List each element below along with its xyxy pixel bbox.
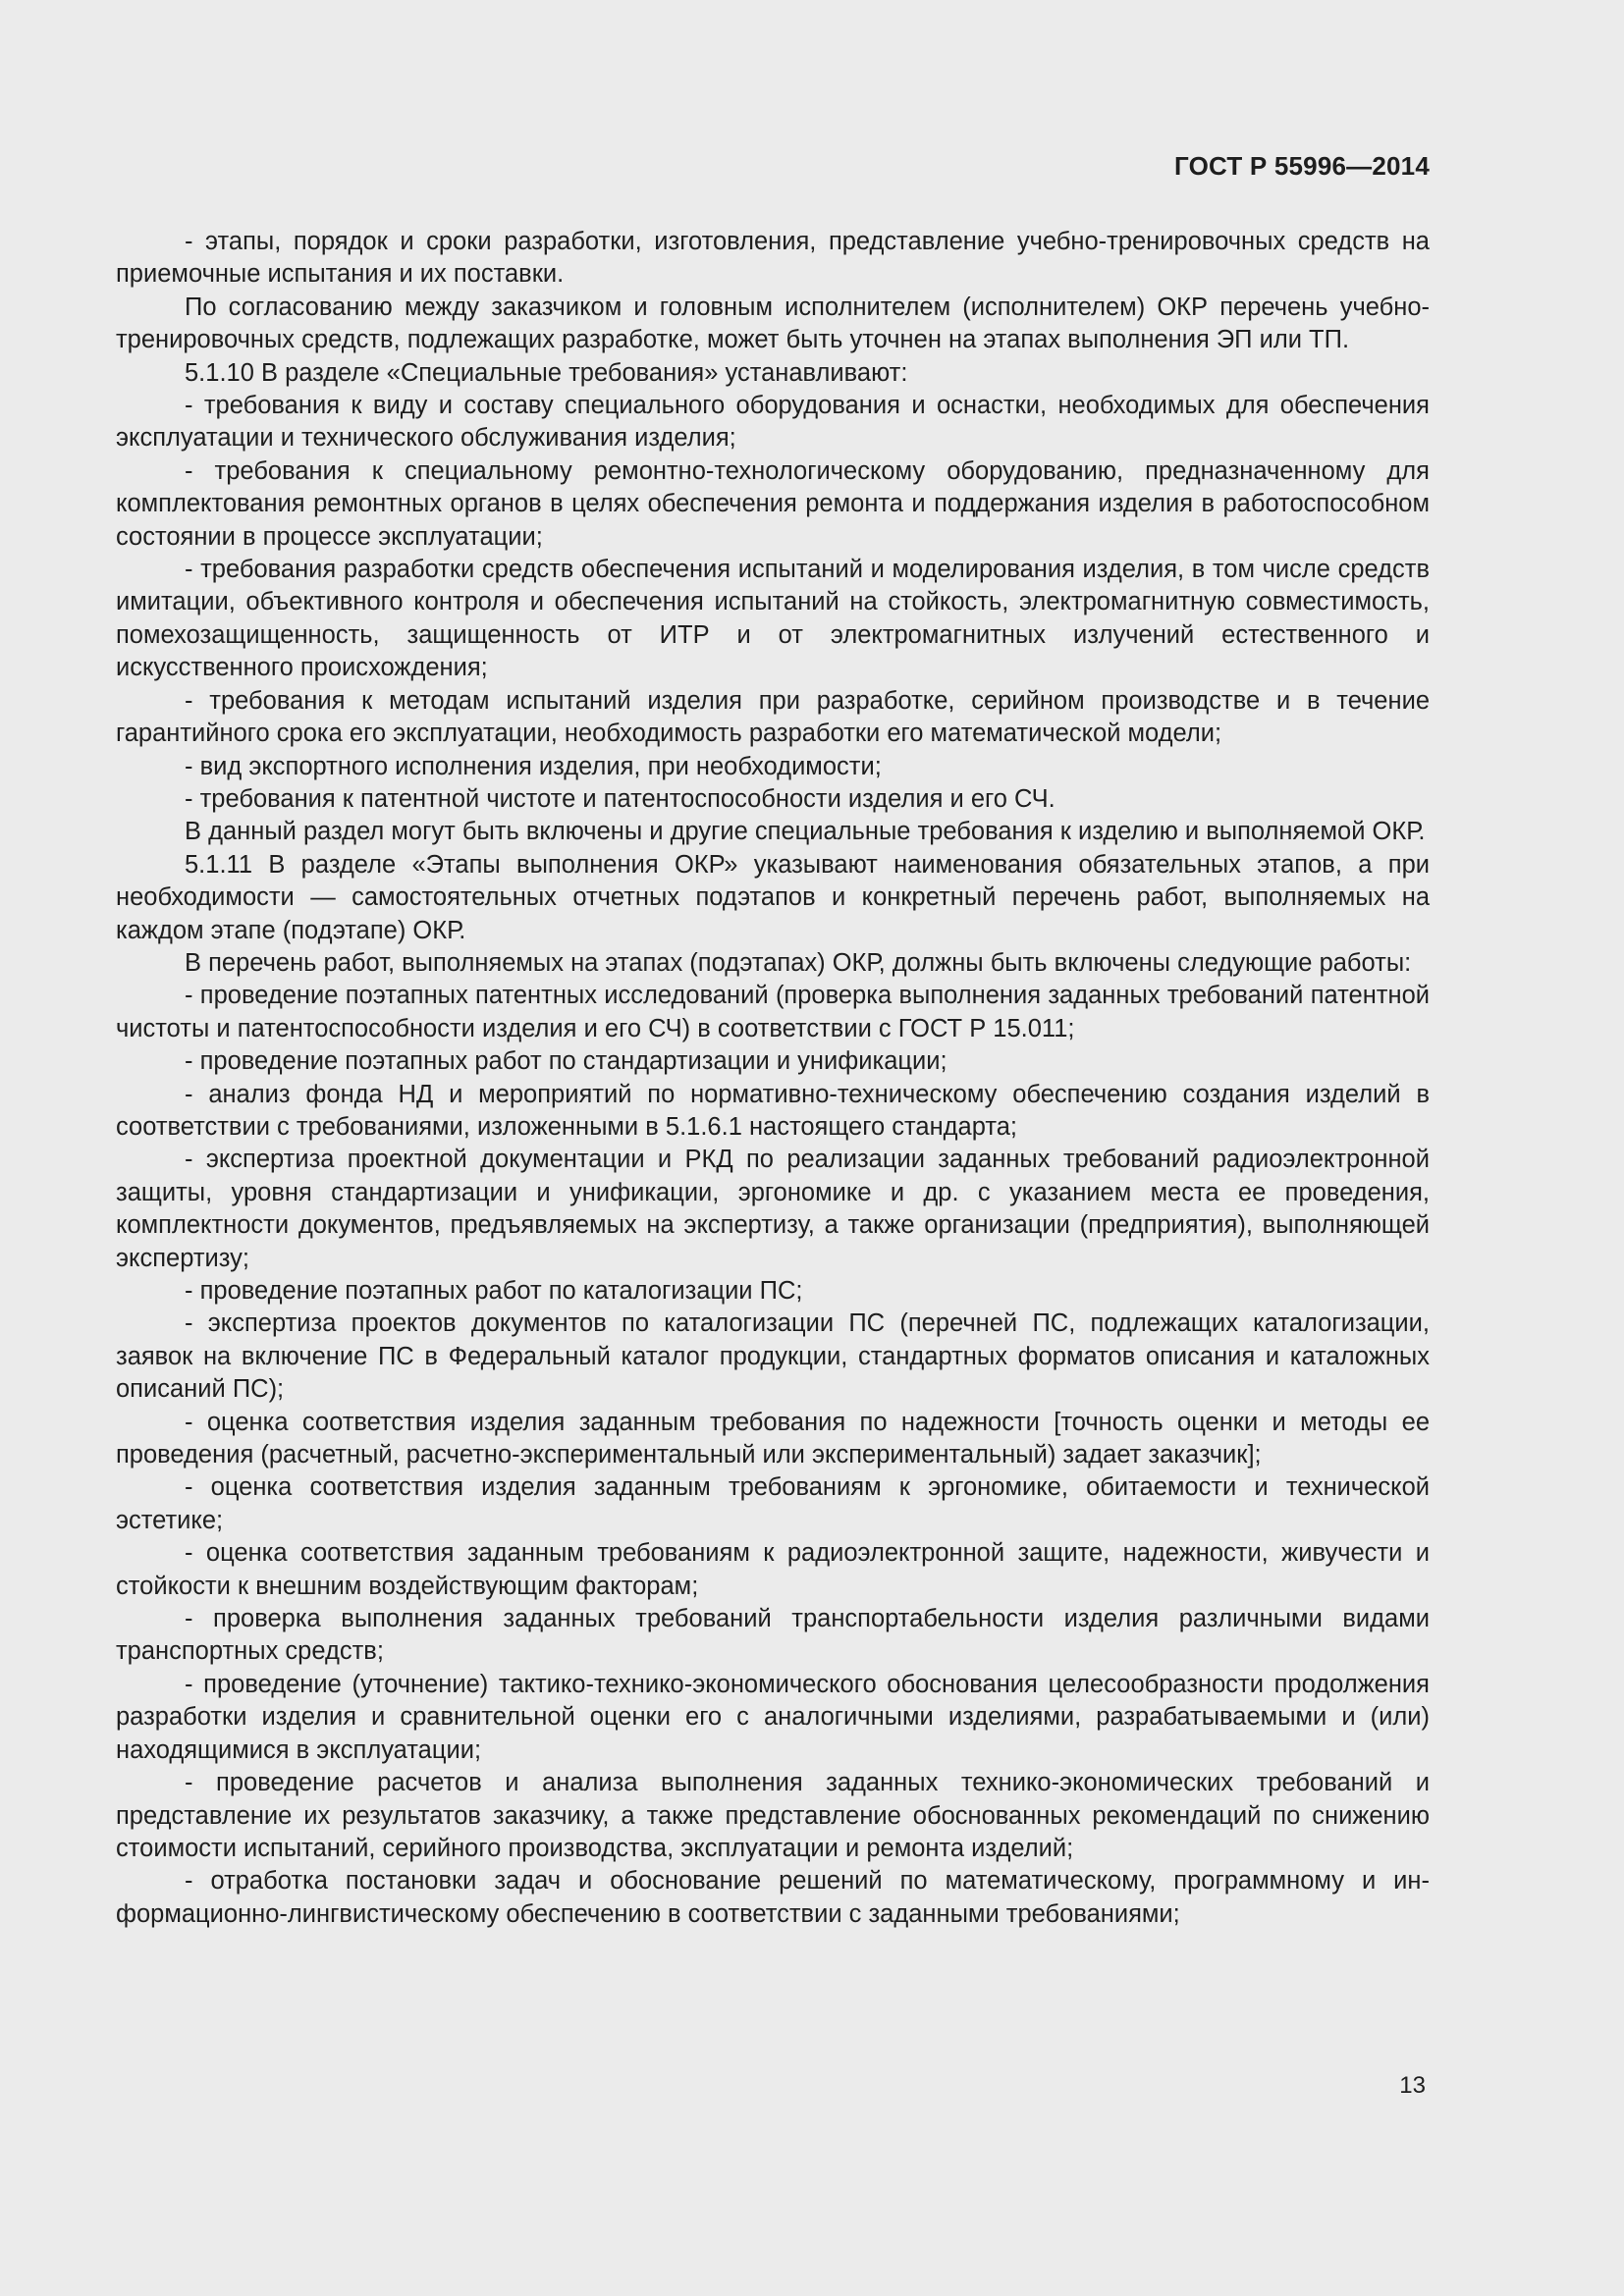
- paragraph: В перечень работ, выполняемых на этапах (подэтапах) ОКР, должны быть включены следующие работы:: [185, 948, 1412, 977]
- list-item: - оценка соответствия изделия заданным требованиям к эргономике, обитаемости и технической эстетике;: [116, 1473, 1430, 1534]
- list-item: - проведение расчетов и анализа выполнения заданных технико-экономических требований и представление их результатов заказчику, а также представление обоснованных рекомендаций по снижению стоимости испытаний, серийного производства, эксплуатации и ремонта изделий;: [116, 1769, 1430, 1862]
- list-item: - экспертиза проектов документов по каталогизации ПС (перечней ПС, подлежащих каталогизации, заявок на включение ПС в Федеральный каталог продукции, стандартных форматов описания и каталожных описаний ПС);: [116, 1309, 1430, 1404]
- list-item: - проведение поэтапных патентных исследований (проверка выполнения заданных требований патентной чистоты и патентоспособности изделия и его СЧ) в соответствии с ГОСТ Р 15.011;: [116, 982, 1430, 1042]
- list-item: - проверка выполнения заданных требований транспортабельности изделия различными видами транспортных средств;: [116, 1605, 1430, 1666]
- section-5-1-10-heading: 5.1.10 В разделе «Специальные требования» устанавливают:: [185, 358, 908, 387]
- paragraph: - этапы, порядок и сроки разработки, изготовления, представление учебно-тренировочных средств на приемочные испытания и их поставки.: [116, 228, 1430, 289]
- list-item: - вид экспортного исполнения изделия, при необходимости;: [185, 752, 882, 780]
- list-item: - отработка постановки задач и обоснование решений по математическому, программному и информационно-лингвистическому обеспечению в соответствии с заданными требованиями;: [116, 1867, 1430, 1928]
- list-item: - требования к специальному ремонтно-технологическому оборудованию, предназначенному для комплектования ремонтных органов в целях обеспечения ремонта и поддержания изделия в работоспособном состоянии в процессе эксплуатации;: [116, 456, 1430, 551]
- list-item: - проведение (уточнение) тактико-технико-экономического обоснования целесообразности продолжения разработки изделия и сравнительной оценки его с аналогичными изделиями, разрабатываемыми и (или) находящимися в эксплуатации;: [116, 1670, 1430, 1764]
- body-text: [116, 226, 1430, 1931]
- list-item: - требования к патентной чистоте и патентоспособности изделия и его СЧ.: [185, 784, 1056, 813]
- standard-id-header: ГОСТ Р 55996—2014: [1174, 151, 1430, 181]
- list-item: - экспертиза проектной документации и РКД по реализации заданных требований радиоэлектронной защиты, уровня стандартизации и унификации, эргономике и др. с указанием места ее проведения, комплектности документов, предъявляемых на экспертизу, а также организации (предприятия), выполняющей экспертизу;: [116, 1146, 1430, 1272]
- list-item: - проведение поэтапных работ по каталогизации ПС;: [185, 1277, 803, 1305]
- list-item: - требования к методам испытаний изделия при разработке, серийном производстве и в течение гарантийного срока его эксплуатации, необходимость разработки его математической модели;: [116, 686, 1430, 748]
- paragraph: В данный раздел могут быть включены и другие специальные требования к изделию и выполняемой ОКР.: [185, 818, 1426, 846]
- list-item: - оценка соответствия изделия заданным требования по надежности [точность оценки и методы ее проведения (расчетный, расчетно-экспериментальный или экспериментальный) задает заказчик];: [116, 1408, 1430, 1469]
- list-item: - требования к виду и составу специального оборудования и оснастки, необходимых для обеспечения эксплуатации и технического обслуживания изделия;: [116, 392, 1430, 453]
- list-item: - требования разработки средств обеспечения испытаний и моделирования изделия, в том числе средств имитации, объективного контроля и обеспечения испытаний на стойкость, электромагнитную совместимость, помехозащищенность, защищенность от ИТР и от электромагнитных излучений естественного и искусственного происхождения;: [116, 556, 1430, 682]
- section-5-1-11-heading: 5.1.11 В разделе «Этапы выполнения ОКР» указывают наименования обязательных этапов, а при необходимости — самостоятельных отчетных подэтапов и конкретный перечень работ, выполняемых на каждом этапе (подэтапе) ОКР.: [116, 850, 1430, 944]
- list-item: - проведение поэтапных работ по стандартизации и унификации;: [185, 1047, 947, 1076]
- page-number: 13: [1399, 2072, 1426, 2099]
- list-item: - оценка соответствия заданным требованиям к радиоэлектронной защите, надежности, живучести и стойкости к внешним воздействующим факторам;: [116, 1539, 1430, 1600]
- paragraph: По согласованию между заказчиком и головным исполнителем (исполнителем) ОКР перечень учебно-тренировочных средств, подлежащих разработке, может быть уточнен на этапах выполнения ЭП или ТП.: [116, 293, 1430, 354]
- list-item: - анализ фонда НД и мероприятий по нормативно-техническому обеспечению создания изделий в соответствии с требованиями, изложенными в 5.1.6.1 настоящего стандарта;: [116, 1080, 1430, 1141]
